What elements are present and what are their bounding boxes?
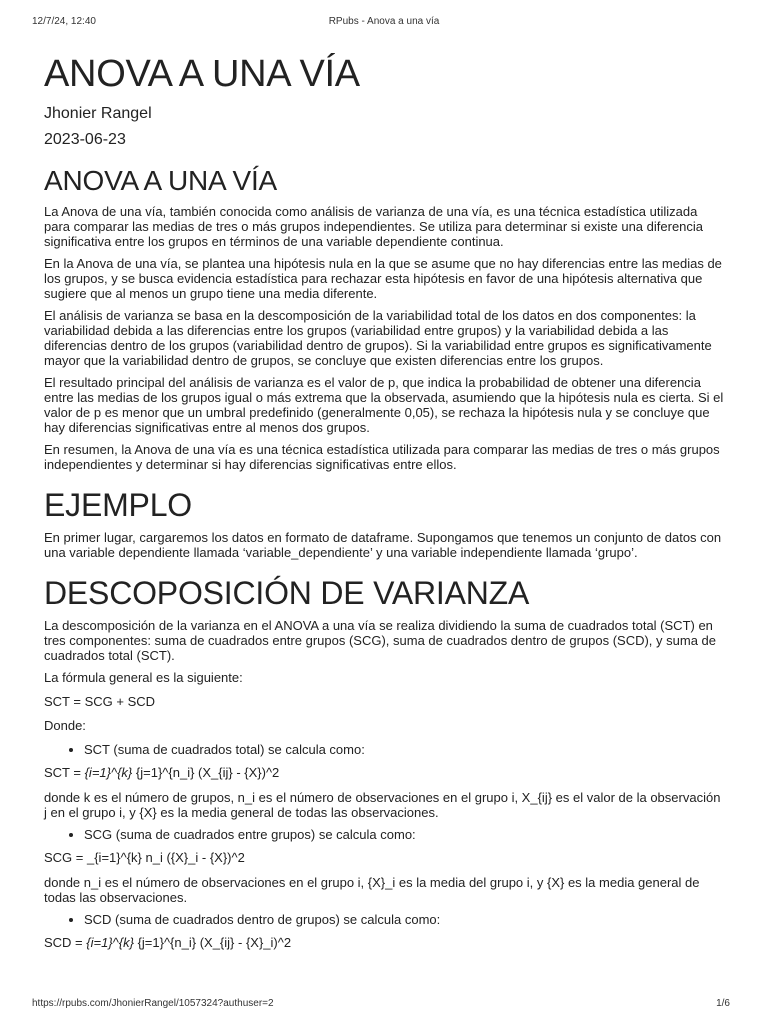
paragraph: En primer lugar, cargaremos los datos en formato de dataframe. Supongamos que tenemos un conjunto de datos con una variable dependiente llamada ‘variable_dependiente’ y una variable independiente llamada ‘grupo’. <box>44 530 722 560</box>
formula-scd <box>44 935 724 950</box>
list-item: • SCG (suma de cuadrados entre grupos) se calcula como: <box>84 827 724 842</box>
print-url: https://rpubs.com/JhonierRangel/1057324?authuser=2 <box>32 998 274 1009</box>
document-date: 2023-06-23 <box>44 131 126 148</box>
formula-text: SCD = <box>44 935 87 950</box>
print-page-title: RPubs - Anova a una vía <box>328 16 440 27</box>
paragraph: La descomposición de la varianza en el ANOVA a una vía se realiza dividiendo la suma de cuadrados total (SCT) en tres componentes: suma de cuadrados entre grupos (SCG), suma de cuadrados dentro de grupos (SCD), y suma de cuadrados total (SCT). <box>44 618 717 663</box>
formula-text: SCT = <box>44 765 85 780</box>
list-item: • SCD (suma de cuadrados dentro de grupos) se calcula como: <box>84 912 724 927</box>
formula-sct <box>44 765 724 780</box>
document-author: Jhonier Rangel <box>44 105 152 122</box>
bullet-list-scg <box>44 827 724 842</box>
bullet-list-sct <box>44 742 724 757</box>
paragraph: La fórmula general es la siguiente: <box>44 670 243 685</box>
formula-text: {j=1}^{n_i} (X_{ij} - {X}_i)^2 <box>133 935 292 950</box>
list-item: • SCT (suma de cuadrados total) se calcula como: <box>84 742 724 757</box>
bullet-list-scd <box>44 912 724 927</box>
donde-label: Donde: <box>44 718 86 733</box>
formula-scg: SCG = _{i=1}^{k} n_i ({X}_i - {X})^2 <box>44 850 245 865</box>
paragraph: En la Anova de una vía, se plantea una hipótesis nula en la que se asume que no hay diferencias entre las medias de los grupos, y se busca evidencia estadística para rechazar esta hipótesis en favor de una hipótesis alternativa que sugiere que al menos un grupo tiene una media diferente. <box>44 256 722 301</box>
paragraph: donde k es el número de grupos, n_i es el número de observaciones en el grupo i, X_{ij} es el valor de la observación j en el grupo i, y {X} es la media general de todas las observaciones. <box>44 790 721 820</box>
paragraph: El resultado principal del análisis de varianza es el valor de p, que indica la probabilidad de obtener una diferencia entre las medias de los grupos igual o más extrema que la observada, asumiendo que la hipótesis nula es cierta. Si el valor de p es menor que un umbral predefinido (generalmente 0,05), se rechaza la hipótesis nula y se concluye que hay diferencias significativas entre al menos dos grupos. <box>44 375 724 435</box>
section-heading-descomposicion: DESCOPOSICIÓN DE VARIANZA <box>44 575 530 611</box>
formula-general: SCT = SCG + SCD <box>44 694 156 709</box>
print-header <box>32 16 736 30</box>
formula-italic: {i=1}^{k} <box>84 765 133 780</box>
section-heading-ejemplo: EJEMPLO <box>44 487 192 523</box>
print-datetime: 12/7/24, 12:40 <box>32 16 96 27</box>
document-title: ANOVA A UNA VÍA <box>44 53 360 95</box>
document-content <box>44 52 724 960</box>
paragraph: El análisis de varianza se basa en la descomposición de la variabilidad total de los datos en dos componentes: la variabilidad debida a las diferencias entre los grupos (variabilidad entre grupos) y la variabilidad debida a las diferencias dentro de los grupos (variabilidad dentro de grupos). Si la variabilidad entre grupos es significativamente mayor que la variabilidad dentro de grupos, se concluye que existen diferencias entre los grupos. <box>44 308 712 368</box>
formula-text: {j=1}^{n_i} (X_{ij} - {X})^2 <box>132 765 280 780</box>
section-heading-anova: ANOVA A UNA VÍA <box>44 165 278 196</box>
paragraph: La Anova de una vía, también conocida como análisis de varianza de una vía, es una técnica estadística utilizada para comparar las medias de tres o más grupos independientes. Se utiliza para determinar si existe una diferencia significativa entre los grupos en términos de una variable dependiente continua. <box>44 204 704 249</box>
print-footer <box>32 998 736 1012</box>
print-page-number: 1/6 <box>716 998 730 1009</box>
formula-italic: {i=1}^{k} <box>86 935 134 950</box>
paragraph: En resumen, la Anova de una vía es una técnica estadística utilizada para comparar las medias de tres o más grupos independientes y determinar si hay diferencias significativas entre ellos. <box>44 442 720 472</box>
paragraph: donde n_i es el número de observaciones en el grupo i, {X}_i es la media del grupo i, y {X} es la media general de todas las observaciones. <box>44 875 700 905</box>
